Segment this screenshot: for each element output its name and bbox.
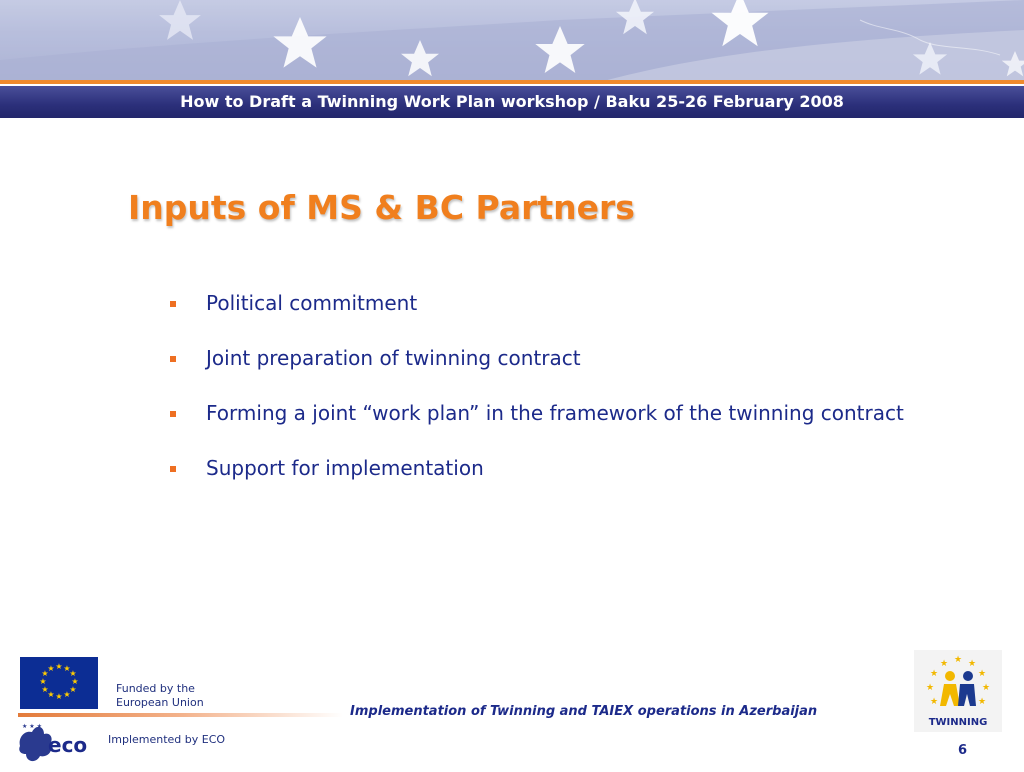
svg-text:★ ★ ★: ★ ★ ★ (22, 723, 42, 730)
svg-text:★: ★ (977, 697, 987, 707)
page-number: 6 (958, 743, 968, 758)
svg-text:★: ★ (69, 685, 77, 694)
svg-text:eco: eco (48, 733, 88, 757)
bullet-text: Political commitment (206, 291, 418, 315)
bullet-item (166, 457, 936, 480)
svg-text:★: ★ (69, 669, 77, 678)
svg-text:★: ★ (39, 677, 47, 686)
header-star-pattern (0, 0, 1024, 82)
svg-text:★: ★ (929, 669, 939, 679)
svg-text:★: ★ (929, 697, 939, 707)
svg-text:★: ★ (41, 669, 49, 678)
bullet-item (166, 292, 936, 315)
svg-text:★: ★ (47, 690, 55, 699)
svg-text:★: ★ (55, 692, 63, 701)
svg-text:★: ★ (63, 690, 71, 699)
svg-text:★: ★ (47, 664, 55, 673)
svg-text:★: ★ (55, 662, 63, 671)
svg-text:★: ★ (63, 664, 71, 673)
svg-text:★: ★ (925, 683, 935, 693)
bullet-text: Support for implementation (206, 456, 484, 480)
eco-logo-icon (14, 716, 96, 768)
svg-text:TWINNING: TWINNING (928, 717, 988, 728)
twinning-logo-icon (914, 650, 1002, 732)
bullet-square-icon (170, 411, 176, 417)
svg-text:★: ★ (977, 669, 987, 679)
svg-text:★: ★ (953, 655, 963, 665)
svg-text:★: ★ (41, 685, 49, 694)
header-orange-line (0, 80, 1024, 84)
header-banner (0, 0, 1024, 82)
svg-text:★: ★ (981, 683, 991, 693)
bullet-item (166, 347, 936, 370)
bullet-item (166, 402, 936, 425)
svg-text:★: ★ (939, 659, 949, 669)
bullet-square-icon (170, 356, 176, 362)
eco-implementation-caption: Implemented by ECO (108, 733, 226, 746)
slide-title: Inputs of MS & BC Partners (128, 188, 635, 227)
header-title: How to Draft a Twinning Work Plan workshop / Baku 25-26 February 2008 (180, 92, 844, 111)
bullet-square-icon (170, 301, 176, 307)
svg-text:★: ★ (967, 659, 977, 669)
svg-text:★: ★ (71, 677, 79, 686)
footer-title: Implementation of Twinning and TAIEX operations in Azerbaijan (350, 704, 818, 719)
bullet-list (166, 292, 936, 512)
bullet-square-icon (170, 466, 176, 472)
eu-funding-caption: Funded by the European Union (116, 682, 204, 709)
bullet-text: Forming a joint “work plan” in the framework of the twinning contract (206, 401, 904, 425)
eu-flag-icon (20, 657, 98, 709)
bullet-text: Joint preparation of twinning contract (206, 346, 581, 370)
